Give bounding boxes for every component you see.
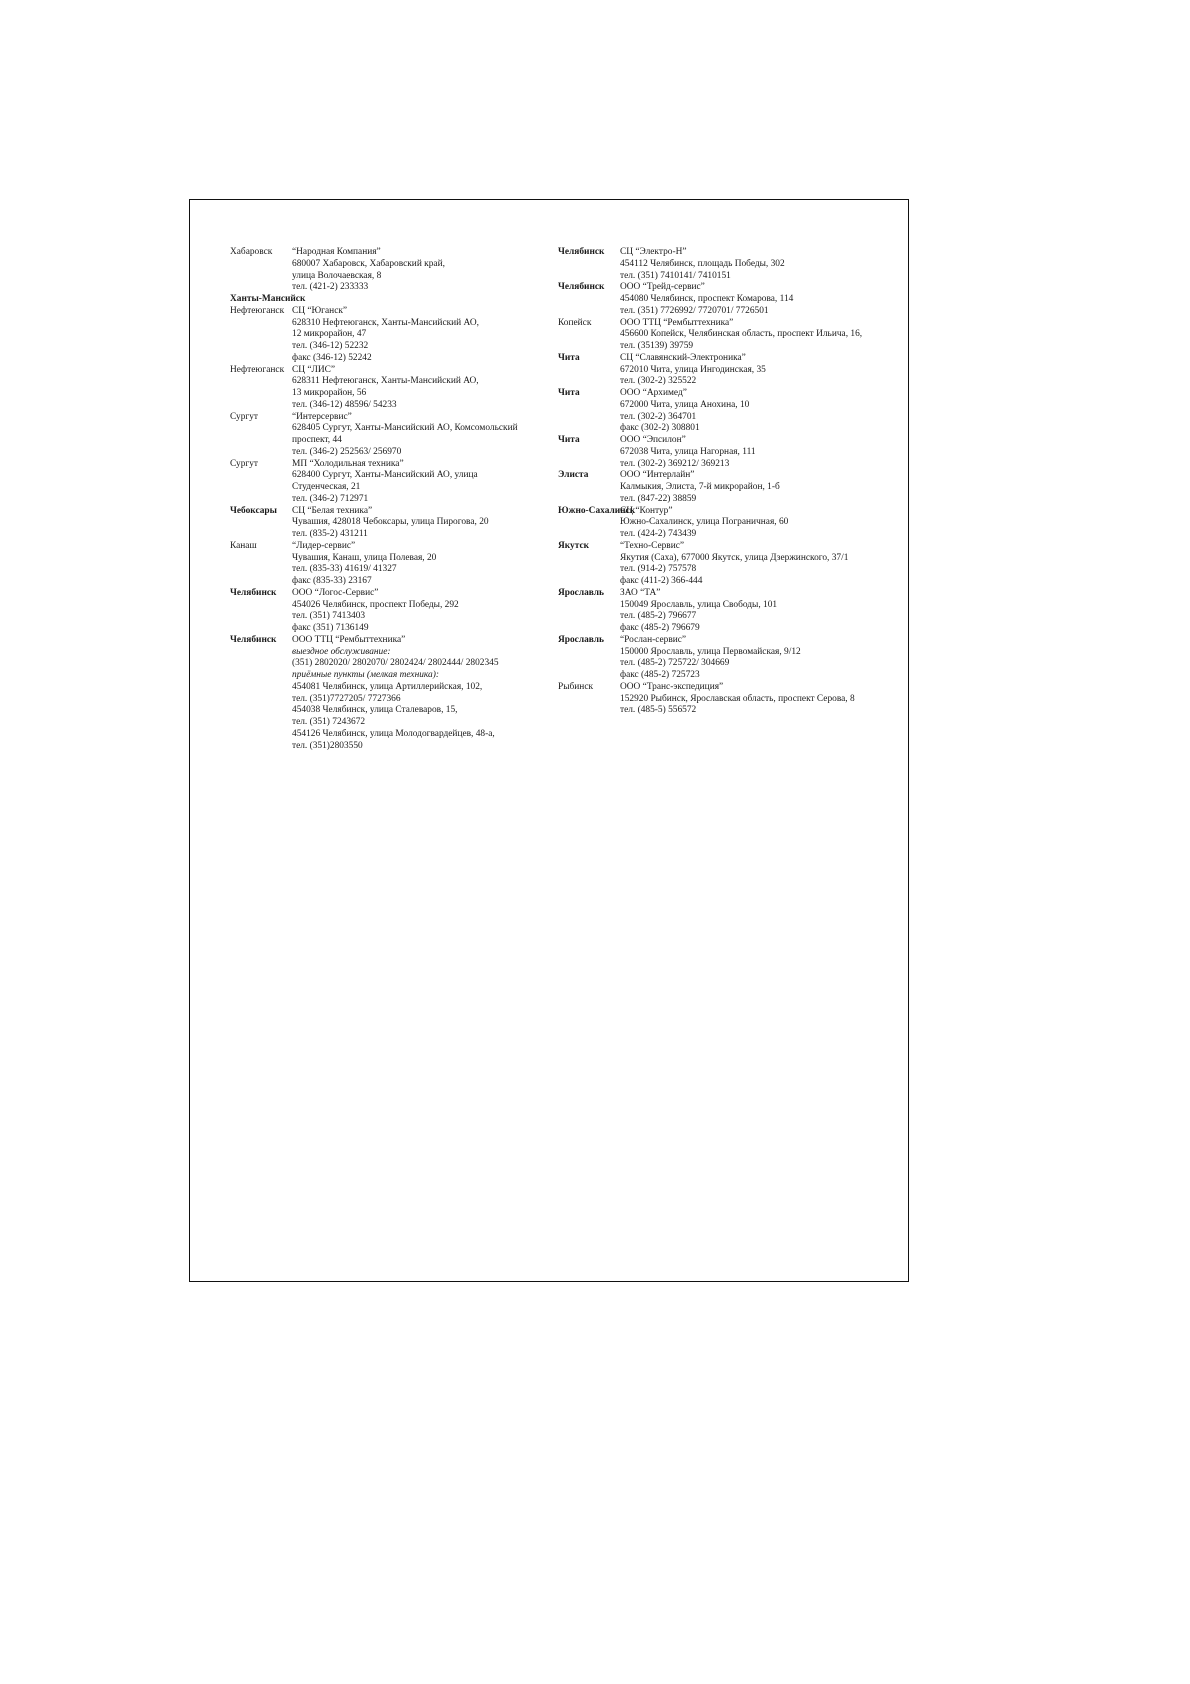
city-name: Сургут — [230, 411, 259, 422]
entry-details — [292, 412, 560, 459]
contact-line: тел. (421-2) 233333 — [292, 282, 369, 293]
entry-details — [292, 365, 560, 412]
entry-details — [292, 506, 560, 541]
company-name: ООО “Интерлайн” — [620, 470, 695, 481]
company-name: “Техно-Сервис” — [620, 540, 685, 551]
city-name: Чита — [558, 435, 580, 445]
service-center-entry — [558, 588, 898, 635]
service-center-entry — [230, 506, 560, 541]
service-center-entry — [230, 412, 560, 459]
city-name: Хабаровск — [230, 247, 273, 257]
company-name: СЦ “Контур” — [620, 505, 673, 516]
entry-details — [620, 388, 898, 435]
contact-line: тел. (351) 7243672 — [292, 717, 366, 727]
service-center-entry — [230, 541, 560, 588]
contact-line: 12 микрорайон, 47 — [292, 329, 367, 340]
contact-line: факс (485-2) 796679 — [620, 623, 700, 633]
contact-line: Южно-Сахалинск, улица Пограничная, 60 — [620, 517, 789, 528]
contact-line: 628405 Сургут, Ханты-Мансийский АО, Комсомольский — [292, 423, 518, 434]
service-center-entry — [558, 318, 898, 353]
company-name: СЦ “Юганск” — [292, 305, 348, 316]
contact-line: Чувашия, Канаш, улица Полевая, 20 — [292, 552, 437, 563]
contact-line: 454126 Челябинск, улица Молодогвардейцев, 48-а, — [292, 728, 495, 739]
contact-line: тел. (914-2) 757578 — [620, 564, 697, 575]
contact-line: тел. (351) 7726992/ 7720701/ 7726501 — [620, 305, 769, 316]
contact-line: Чувашия, 428018 Чебоксары, улица Пирогова, 20 — [292, 517, 489, 528]
contact-line: 628311 Нефтеюганск, Ханты-Мансийский АО, — [292, 376, 479, 387]
service-center-entry — [230, 588, 560, 635]
contact-line: (351) 2802020/ 2802070/ 2802424/ 2802444/ 2802345 — [292, 658, 499, 669]
service-center-entry — [230, 365, 560, 412]
contact-line: тел. (346-2) 252563/ 256970 — [292, 446, 402, 457]
entry-details — [292, 588, 560, 635]
service-center-entry — [558, 247, 898, 282]
city-name: Копейск — [558, 317, 592, 328]
contact-line: тел. (485-2) 725722/ 304669 — [620, 658, 730, 669]
contact-line: 13 микрорайон, 56 — [292, 388, 367, 398]
service-center-entry — [558, 282, 898, 317]
city-name: Сургут — [230, 458, 259, 469]
entry-details — [620, 635, 898, 682]
contact-line: 152920 Рыбинск, Ярославская область, проспект Серова, 8 — [620, 693, 855, 704]
service-center-entry — [558, 470, 898, 505]
contact-line: факс (485-2) 725723 — [620, 670, 700, 680]
company-name: “Рослан-сервис” — [620, 634, 687, 645]
contact-line: 454080 Челябинск, проспект Комарова, 114 — [620, 294, 794, 304]
city-name: Ярославль — [558, 634, 604, 645]
entry-details — [620, 506, 898, 541]
contact-line: Калмыкия, Элиста, 7-й микрорайон, 1-б — [620, 482, 780, 492]
contact-line: проспект, 44 — [292, 435, 342, 445]
city-name: Нефтеюганск — [230, 305, 285, 316]
company-name: СЦ “Электро-Н” — [620, 247, 687, 257]
contact-line: 628400 Сургут, Ханты-Мансийский АО, улица — [292, 470, 478, 481]
company-name: “Интерсервис” — [292, 411, 352, 422]
contact-line: 454112 Челябинск, площадь Победы, 302 — [620, 258, 785, 269]
company-name: МП “Холодильная техника” — [292, 458, 404, 469]
company-name: “Лидер-сервис” — [292, 540, 356, 551]
contact-line: факс (835-33) 23167 — [292, 576, 372, 586]
company-name: ООО ТТЦ “Рембыттехника” — [292, 634, 406, 645]
service-center-entry — [558, 682, 898, 717]
entry-details — [292, 306, 560, 365]
contact-line: тел. (351) 7413403 — [292, 611, 366, 622]
service-center-entry — [558, 635, 898, 682]
entry-details — [292, 541, 560, 588]
city-name: Рыбинск — [558, 681, 594, 692]
contact-line: тел. (835-33) 41619/ 41327 — [292, 564, 397, 575]
entry-details — [620, 247, 898, 282]
document-page — [189, 199, 909, 1282]
service-center-entry — [230, 247, 560, 294]
contact-line: тел. (346-12) 52232 — [292, 341, 369, 351]
contact-line: факс (411-2) 366-444 — [620, 576, 703, 586]
company-name: ООО ТТЦ “Рембыттехника” — [620, 317, 734, 328]
contact-line: тел. (351)2803550 — [292, 740, 363, 751]
contact-line: 454081 Челябинск, улица Артиллерийская, 102, — [292, 681, 483, 692]
contact-line: Якутия (Саха), 677000 Якутск, улица Дзержинского, 37/1 — [620, 552, 849, 563]
contact-line: тел. (346-12) 48596/ 54233 — [292, 399, 397, 410]
entry-details — [620, 435, 898, 470]
company-name: ЗАО “ТА” — [620, 587, 661, 598]
company-name: СЦ “Белая техника” — [292, 505, 373, 516]
city-name: Чебоксары — [230, 505, 277, 516]
service-center-entry — [230, 459, 560, 506]
contact-line: тел. (835-2) 431211 — [292, 529, 368, 539]
city-name: Ярославль — [558, 587, 604, 598]
entry-details — [620, 682, 898, 717]
service-center-entry — [230, 306, 560, 365]
contact-line: тел. (302-2) 369212/ 369213 — [620, 458, 730, 469]
service-center-entry — [558, 541, 898, 588]
contact-line: тел. (351) 7410141/ 7410151 — [620, 270, 731, 281]
entry-details — [620, 282, 898, 317]
entry-details — [292, 459, 560, 506]
contact-line: тел. (302-2) 364701 — [620, 411, 697, 422]
entry-details — [620, 470, 898, 505]
contact-line: 680007 Хабаровск, Хабаровский край, — [292, 258, 445, 269]
company-name: СЦ “ЛИС” — [292, 364, 336, 375]
city-name: Элиста — [558, 470, 589, 481]
contact-line: тел. (346-2) 712971 — [292, 493, 369, 504]
entry-details — [620, 318, 898, 353]
contact-line: 454026 Челябинск, проспект Победы, 292 — [292, 599, 459, 610]
contact-line: приёмные пункты (мелкая техника): — [292, 670, 439, 680]
company-name: ООО “Трейд-сервис” — [620, 282, 705, 293]
city-name: Южно-Сахалинск — [558, 505, 636, 516]
city-name: Якутск — [558, 540, 590, 551]
contact-line: Студенческая, 21 — [292, 482, 361, 492]
company-name: ООО “Архимед” — [620, 388, 687, 398]
company-name: “Народная Компания” — [292, 247, 381, 257]
company-name: ООО “Логос-Сервис” — [292, 587, 379, 598]
service-center-entry — [558, 353, 898, 388]
city-name: Чита — [558, 388, 580, 398]
contact-line: 456600 Копейск, Челябинская область, проспект Ильича, 16, — [620, 329, 863, 340]
city-name: Челябинск — [230, 587, 277, 598]
contact-line: факс (351) 7136149 — [292, 623, 369, 633]
city-name: Челябинск — [558, 247, 605, 257]
city-name: Челябинск — [230, 634, 277, 645]
city-name: Челябинск — [558, 282, 605, 293]
city-name: Чита — [558, 352, 580, 363]
contact-line: факс (346-12) 52242 — [292, 352, 372, 363]
contact-line: тел. (485-2) 796677 — [620, 611, 697, 622]
service-center-entry — [230, 635, 560, 753]
service-center-entry — [558, 388, 898, 435]
entry-details — [620, 353, 898, 388]
city-name: Нефтеюганск — [230, 364, 285, 375]
entry-details — [292, 635, 560, 753]
contact-line: улица Волочаевская, 8 — [292, 270, 382, 281]
service-center-entry — [558, 435, 898, 470]
contact-line: тел. (351)7727205/ 7727366 — [292, 693, 401, 704]
company-name: ООО “Эпсилон” — [620, 435, 686, 445]
contact-line: выездное обслуживание: — [292, 646, 391, 657]
contact-line: 150049 Ярославль, улица Свободы, 101 — [620, 599, 778, 610]
left-column — [230, 247, 560, 752]
company-name: СЦ “Славянский-Электроника” — [620, 352, 746, 363]
contact-line: тел. (847-22) 38859 — [620, 493, 697, 504]
contact-line: 672038 Чита, улица Нагорная, 111 — [620, 446, 756, 457]
contact-line: 672000 Чита, улица Анохина, 10 — [620, 399, 750, 410]
service-center-entry — [558, 506, 898, 541]
city-name: Канаш — [230, 540, 257, 551]
right-column — [558, 247, 898, 717]
entry-details — [620, 541, 898, 588]
region-heading: Ханты-Мансийск — [230, 294, 306, 304]
contact-line: 628310 Нефтеюганск, Ханты-Мансийский АО, — [292, 317, 479, 328]
entry-details — [620, 588, 898, 635]
contact-line: тел. (35139) 39759 — [620, 341, 694, 351]
contact-line: тел. (302-2) 325522 — [620, 376, 697, 387]
contact-line: 672010 Чита, улица Ингодинская, 35 — [620, 364, 766, 375]
entry-details — [292, 247, 560, 294]
contact-line: 150000 Ярославль, улица Первомайская, 9/12 — [620, 646, 801, 657]
contact-line: факс (302-2) 308801 — [620, 423, 700, 434]
company-name: ООО “Транс-экспедиция” — [620, 681, 724, 692]
contact-line: тел. (424-2) 743439 — [620, 529, 697, 539]
contact-line: 454038 Челябинск, улица Сталеваров, 15, — [292, 705, 458, 716]
contact-line: тел. (485-5) 556572 — [620, 705, 697, 716]
